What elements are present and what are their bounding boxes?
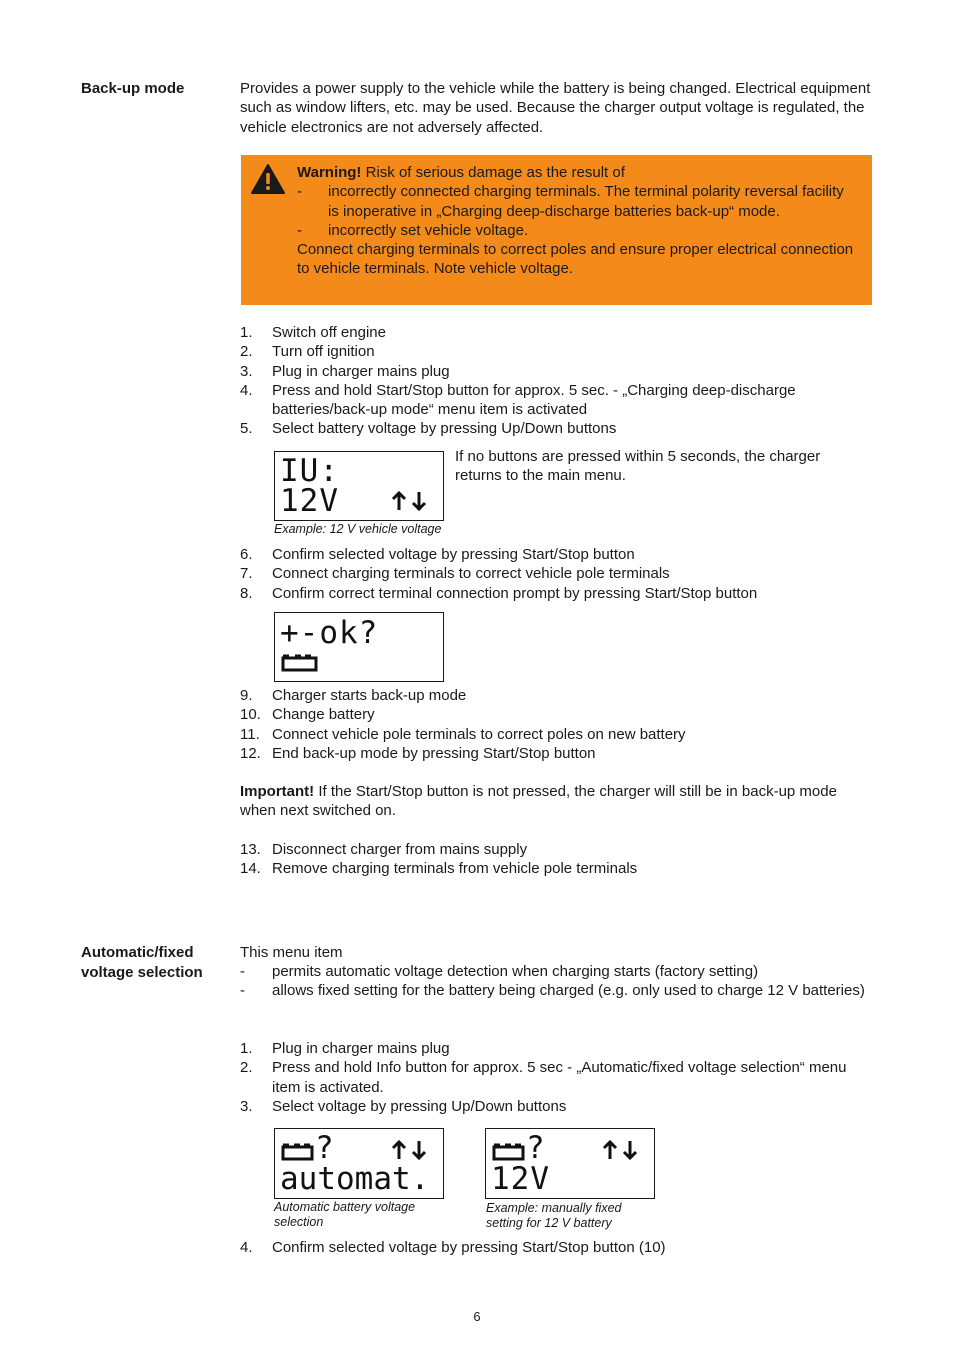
list-item: 1. Switch off engine [240, 324, 386, 341]
warning-item: - incorrectly connected charging terminals. The terminal polarity reversal facility is inoperative in „Charging deep-discharge batteries back-up“ mode. [297, 183, 844, 220]
warning-box [241, 155, 872, 305]
warning-text [297, 163, 857, 279]
list-item: 7. Connect charging terminals to correct vehicle pole terminals [240, 565, 670, 583]
steps-list-1-5 [240, 323, 875, 439]
lcd-line-1: ? [315, 1130, 335, 1166]
display-caption: Example: 12 V vehicle voltage [274, 522, 442, 536]
list-item: 4. Press and hold Start/Stop button for approx. 5 sec. - „Charging deep-discharge batteries/back-up mode“ menu item is activated [240, 381, 796, 419]
list-item: 2. Press and hold Info button for approx. 5 sec - „Automatic/fixed voltage selection“ menu item is activated. [240, 1059, 847, 1096]
list-item: 3. Select voltage by pressing Up/Down buttons [240, 1097, 567, 1115]
warning-item: - incorrectly set vehicle voltage. [297, 221, 529, 239]
battery-icon [281, 652, 319, 672]
page-number: 6 [473, 1309, 481, 1324]
battery-icon [492, 1141, 526, 1161]
backup-intro: Provides a power supply to the vehicle while the battery is being changed. Electrical equipment such as window lifters, etc. may be used. Because the charger output voltage is regulated, the vehicle electronics are not adversely affected. [240, 80, 871, 136]
lcd-display-automatic [274, 1128, 444, 1199]
list-item: 3. Plug in charger mains plug [240, 362, 450, 380]
important-label: Important! [240, 783, 315, 800]
lcd-line-2: automat. [280, 1161, 430, 1197]
lcd-display-fixed [485, 1128, 655, 1199]
warning-label: Warning! [297, 164, 362, 181]
lcd-line-1: IU: [280, 453, 339, 489]
lcd-display-polarity [274, 612, 444, 682]
timeout-note: If no buttons are pressed within 5 seconds, the charger returns to the main menu. [455, 448, 821, 485]
list-item: 13. Disconnect charger from mains supply [240, 841, 528, 858]
list-item: 4. Confirm selected voltage by pressing Start/Stop button (10) [240, 1239, 666, 1256]
important-note: Important! If the Start/Stop button is not pressed, the charger will still be in back-up mode when next switched on. [240, 783, 837, 820]
lcd-line-2: 12V [280, 483, 339, 519]
voltage-intro: This menu item [240, 944, 343, 961]
list-item: 5. Select battery voltage by pressing Up/Down buttons [240, 420, 617, 438]
steps-list-13-14 [240, 840, 875, 879]
list-item: 9. Charger starts back-up mode [240, 687, 467, 704]
up-down-arrows-icon [391, 1139, 429, 1161]
list-item: 12. End back-up mode by pressing Start/Stop button [240, 744, 596, 762]
section-heading-backup: Back-up mode [81, 80, 185, 97]
list-item: 6. Confirm selected voltage by pressing Start/Stop button [240, 546, 635, 563]
warning-closing: Connect charging terminals to correct poles and ensure proper electrical connection to vehicle terminals. Note vehicle voltage. [297, 241, 854, 278]
list-item: 10. Change battery [240, 706, 375, 724]
warning-triangle-icon [250, 163, 286, 195]
steps-list-9-12 [240, 686, 875, 763]
battery-icon [281, 1141, 315, 1161]
list-item: 2. Turn off ignition [240, 343, 375, 361]
up-down-arrows-icon [391, 490, 429, 512]
lcd-display-voltage [274, 451, 444, 521]
list-item: - permits automatic voltage detection when charging starts (factory setting) [240, 963, 759, 980]
voltage-steps-1-3 [240, 1039, 875, 1116]
list-item: - allows fixed setting for the battery being charged (e.g. only used to charge 12 V batteries) [240, 982, 865, 1000]
display-caption: Automatic battery voltage selection [274, 1200, 416, 1229]
list-item: 11. Connect vehicle pole terminals to correct poles on new battery [240, 725, 686, 743]
list-item: 14. Remove charging terminals from vehicle pole terminals [240, 860, 638, 878]
steps-list-6-8 [240, 545, 875, 603]
list-item: 1. Plug in charger mains plug [240, 1040, 450, 1057]
lcd-line-1: ? [526, 1130, 546, 1166]
voltage-steps-4 [240, 1238, 875, 1257]
voltage-bullets [240, 962, 875, 1001]
list-item: 8. Confirm correct terminal connection prompt by pressing Start/Stop button [240, 584, 758, 602]
lcd-line-1: +-ok? [280, 615, 379, 651]
section-heading-voltage: Automatic/fixed voltage selection [81, 944, 203, 981]
warning-lead: Risk of serious damage as the result of [361, 164, 625, 181]
lcd-line-2: 12V [491, 1161, 550, 1197]
display-caption: Example: manually fixed setting for 12 V battery [486, 1201, 622, 1230]
up-down-arrows-icon [602, 1139, 640, 1161]
